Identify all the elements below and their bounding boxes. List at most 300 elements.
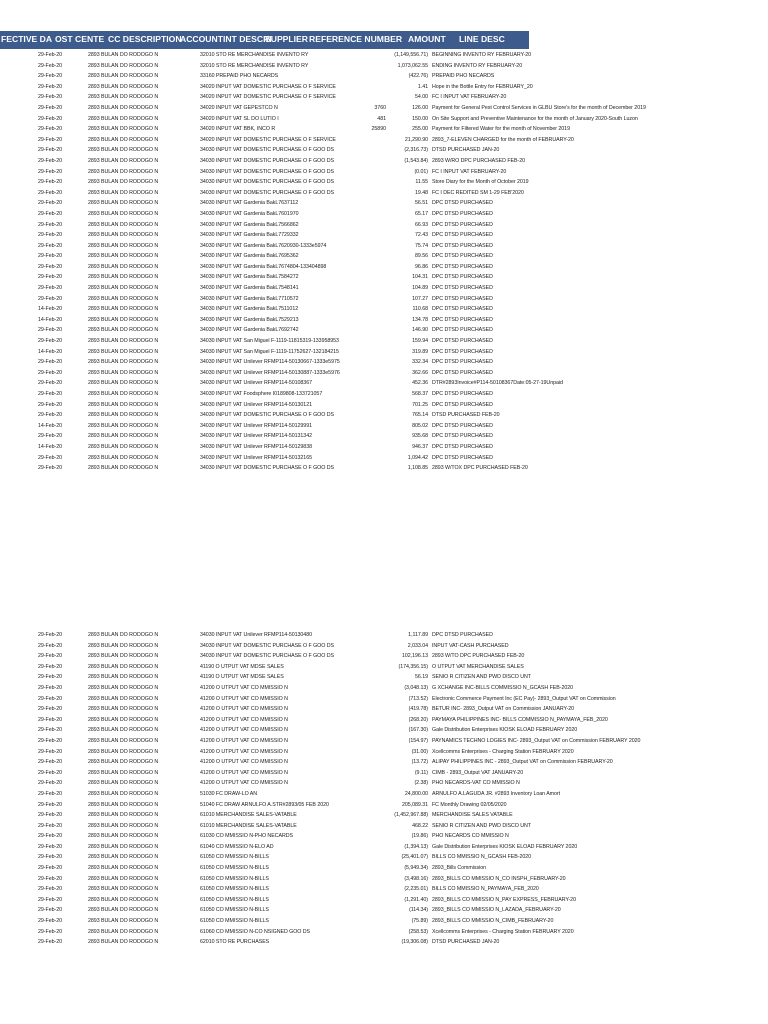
- account-description: 41190 O UTPUT VAT MDSE SALES: [200, 674, 284, 681]
- account-description: 41200 O UTPUT VAT CO MMISSIO N: [200, 780, 288, 787]
- table-row: [0, 916, 768, 927]
- line-description: DPC DTSD PURCHASED: [432, 295, 493, 302]
- account-description: 34030 INPUT VAT Unilever RFMP114-50132165: [200, 454, 312, 461]
- header-amount: AMOUNT: [408, 34, 446, 44]
- line-description: DPC DTSD PURCHASED: [432, 443, 493, 450]
- reference-number: 481: [377, 115, 386, 122]
- cost-center: 2893 BULAN DO RODOGO N: [88, 727, 159, 734]
- entry-date: 29-Feb-20: [38, 737, 62, 744]
- table-row: [0, 410, 768, 421]
- entry-date: 29-Feb-20: [38, 433, 62, 440]
- amount: 1,094.42: [407, 454, 428, 461]
- entry-date: 29-Feb-20: [38, 253, 62, 260]
- table-row: [0, 262, 768, 273]
- account-description: 41200 O UTPUT VAT CO MMISSIO N: [200, 769, 288, 776]
- amount: 110.68: [412, 306, 428, 313]
- table-row: [0, 167, 768, 178]
- table-row: [0, 82, 768, 93]
- cost-center: 2893 BULAN DO RODOGO N: [88, 391, 159, 397]
- line-description: DPC DTSD PURCHASED: [432, 454, 493, 461]
- table-row: [0, 704, 768, 715]
- account-description: 34030 INPUT VAT Gardenia BakL7529213: [200, 316, 299, 323]
- entry-date: 29-Feb-20: [38, 896, 62, 903]
- table-row: [0, 725, 768, 736]
- entry-date: 29-Feb-20: [38, 843, 62, 850]
- table-row: [0, 768, 768, 779]
- entry-date: 29-Feb-20: [38, 465, 62, 472]
- account-description: 34020 INPUT VAT SL DO LUTIO I: [200, 115, 279, 122]
- amount: (268.20): [408, 716, 428, 723]
- account-description: 34030 INPUT VAT Gardenia BakL7511012: [200, 306, 299, 313]
- reference-number: 25890: [371, 126, 386, 133]
- cost-center: 2893 BULAN DO RODOGO N: [88, 822, 159, 829]
- account-description: 61050 CO MMISSIO N-BILLS: [200, 886, 269, 893]
- amount: (1,394.13): [404, 843, 428, 850]
- line-description: FC I DEC REDITED SM 1-29 FEB'2020: [432, 189, 524, 196]
- account-description: 34020 INPUT VAT DOMESTIC PURCHASE O F SERVICE: [200, 94, 336, 101]
- line-description: 2893 W/TO DPC PURCHASED FEB-20: [432, 653, 525, 660]
- entry-date: 29-Feb-20: [38, 136, 62, 143]
- entry-date: 29-Feb-20: [38, 812, 62, 819]
- amount: 946.37: [412, 443, 428, 450]
- cost-center: 2893 BULAN DO RODOGO N: [88, 52, 159, 58]
- line-description: DPC DTSD PURCHASED: [432, 221, 493, 228]
- amount: 1,117.89: [408, 632, 428, 638]
- table-row: [0, 672, 768, 683]
- account-description: 34030 INPUT VAT San Miguel F-1119-11752627-132184215: [200, 348, 339, 355]
- cost-center: 2893 BULAN DO RODOGO N: [88, 886, 159, 893]
- amount: 2,033.04: [407, 642, 428, 649]
- amount: (3,048.13): [404, 684, 428, 691]
- amount: (114.34): [409, 907, 428, 914]
- table-row: [0, 230, 768, 241]
- amount: 126.00: [412, 104, 428, 111]
- amount: 102,196.13: [401, 653, 428, 660]
- entry-date: 14-Feb-20: [38, 316, 62, 323]
- amount: 75.74: [414, 242, 428, 249]
- cost-center: 2893 BULAN DO RODOGO N: [88, 73, 159, 80]
- amount: (1,543.84): [404, 157, 428, 164]
- entry-date: 29-Feb-20: [38, 189, 62, 196]
- cost-center: 2893 BULAN DO RODOGO N: [88, 380, 159, 387]
- amount: 362.66: [412, 369, 428, 376]
- cost-center: 2893 BULAN DO RODOGO N: [88, 62, 159, 69]
- table-row: [0, 715, 768, 726]
- account-description: 34030 INPUT VAT Unilever RFMP114-50131342: [200, 433, 312, 440]
- cost-center: 2893 BULAN DO RODOGO N: [88, 896, 159, 903]
- header-account-description: ACCOUNTINT DESCRI: [180, 34, 272, 44]
- entry-date: 29-Feb-20: [38, 274, 62, 281]
- entry-date: 29-Feb-20: [38, 179, 62, 186]
- table-row: [0, 103, 768, 114]
- account-description: 34030 INPUT VAT Unilever RFMP114-50130667-1333e5975: [200, 359, 340, 366]
- line-description: O UTPUT VAT MERCHANDISE SALES: [432, 663, 524, 670]
- account-description: 61050 CO MMISSIO N-BILLS: [200, 896, 269, 903]
- amount: (5,949.34): [404, 865, 428, 872]
- account-description: 34030 INPUT VAT DOMESTIC PURCHASE O F GOO DS: [200, 179, 334, 186]
- cost-center: 2893 BULAN DO RODOGO N: [88, 147, 159, 154]
- account-description: 34030 INPUT VAT Unilever RFMP114-50130480: [200, 632, 312, 638]
- line-description: BETUR INC- 2893_Output VAT on Commission JANUARY-20: [432, 706, 574, 713]
- amount: 568.37: [412, 391, 428, 397]
- amount: (713.52): [408, 695, 428, 702]
- account-description: 61010 MERCHANDISE SALES-VATABLE: [200, 822, 297, 829]
- table-row: [0, 662, 768, 673]
- cost-center: 2893 BULAN DO RODOGO N: [88, 274, 159, 281]
- line-description: 2893_BILLS CO MMISSIO N_LAZADA_FEBRUARY-20: [432, 907, 561, 914]
- entry-date: 29-Feb-20: [38, 94, 62, 101]
- cost-center: 2893 BULAN DO RODOGO N: [88, 674, 159, 681]
- account-description: 61050 CO MMISSIO N-BILLS: [200, 875, 269, 882]
- entry-date: 29-Feb-20: [38, 769, 62, 776]
- entry-date: 29-Feb-20: [38, 83, 62, 90]
- account-description: 32010 STO RE MERCHANDISE INVENTO RY: [200, 52, 309, 58]
- line-description: PREPAID PHO NECARDS: [432, 73, 495, 80]
- line-description: Store Diary for the Month of October 2019: [432, 179, 529, 186]
- table-row: [0, 114, 768, 125]
- line-description: DPC DTSD PURCHASED: [432, 338, 493, 345]
- account-description: 34030 INPUT VAT Gardenia BakL7692742: [200, 327, 299, 334]
- account-description: 34030 INPUT VAT Unilever RFMP114-50108367: [200, 380, 312, 387]
- amount: 452.36: [412, 380, 428, 387]
- table-row: [0, 453, 768, 464]
- account-description: 34030 INPUT VAT Gardenia BakL7548141: [200, 285, 299, 292]
- cost-center: 2893 BULAN DO RODOGO N: [88, 642, 159, 649]
- table-row: [0, 736, 768, 747]
- account-description: 34030 INPUT VAT DOMESTIC PURCHASE O F GOO DS: [200, 147, 334, 154]
- entry-date: 29-Feb-20: [38, 759, 62, 766]
- table-row: [0, 842, 768, 853]
- amount: (75.89): [411, 918, 428, 925]
- amount: 1,108.85: [407, 465, 428, 472]
- line-description: 2893 W/RO DPC PURCHASED FEB-20: [432, 157, 525, 164]
- amount: (3,498.16): [404, 875, 428, 882]
- line-description: G XCHANGE INC-BILLS COMMISSIO N_GCASH FEB-2020: [432, 684, 574, 691]
- table-header: [0, 31, 529, 49]
- entry-date: 29-Feb-20: [38, 653, 62, 660]
- cost-center: 2893 BULAN DO RODOGO N: [88, 632, 159, 638]
- ledger-section-2: [0, 630, 768, 948]
- cost-center: 2893 BULAN DO RODOGO N: [88, 422, 159, 429]
- cost-center: 2893 BULAN DO RODOGO N: [88, 928, 159, 935]
- header-effective-date: FECTIVE DA: [1, 34, 53, 44]
- table-row: [0, 683, 768, 694]
- account-description: 34030 INPUT VAT Unilever RFMP114-50130887-1333e5976: [200, 369, 340, 376]
- account-description: 61040 CO MMISSIO N-ELO AD: [200, 843, 274, 850]
- amount: 1.41: [417, 83, 428, 90]
- line-description: DPC DTSD PURCHASED: [432, 316, 493, 323]
- line-description: 2893 W/TOX DPC PURCHASED FEB-20: [432, 465, 528, 472]
- amount: (2,235.01): [404, 886, 428, 893]
- amount: 468.22: [412, 822, 428, 829]
- amount: (0.01): [414, 168, 428, 175]
- line-description: PAYMAYA PHILIPPINES INC- BILLS COMMISSIO N_PAYMAYA_FEB_2020: [432, 716, 608, 723]
- cost-center: 2893 BULAN DO RODOGO N: [88, 854, 159, 861]
- cost-center: 2893 BULAN DO RODOGO N: [88, 684, 159, 691]
- line-description: DPC DTSD PURCHASED: [432, 210, 493, 217]
- entry-date: 29-Feb-20: [38, 285, 62, 292]
- cost-center: 2893 BULAN DO RODOGO N: [88, 737, 159, 744]
- amount: 134.78: [412, 316, 428, 323]
- line-description: 2893_BILLS CO MMISSIO N_CO INSPH_FEBRUARY-20: [432, 875, 566, 882]
- table-row: [0, 927, 768, 938]
- line-description: Gale Distribution Enterprises KIOSK ELOAD FEBRUARY 2020: [432, 727, 578, 734]
- entry-date: 29-Feb-20: [38, 663, 62, 670]
- entry-date: 29-Feb-20: [38, 221, 62, 228]
- cost-center: 2893 BULAN DO RODOGO N: [88, 210, 159, 217]
- amount: 72.43: [414, 232, 428, 239]
- table-row: [0, 357, 768, 368]
- account-description: 34030 INPUT VAT DOMESTIC PURCHASE O F GOO DS: [200, 189, 334, 196]
- account-description: 34020 INPUT VAT DOMESTIC PURCHASE O F SERVICE: [200, 136, 336, 143]
- account-description: 34030 INPUT VAT DOMESTIC PURCHASE O F GOO DS: [200, 412, 334, 419]
- cost-center: 2893 BULAN DO RODOGO N: [88, 812, 159, 819]
- line-description: DPC DTSD PURCHASED: [432, 369, 493, 376]
- account-description: 41200 O UTPUT VAT CO MMISSIO N: [200, 727, 288, 734]
- entry-date: 29-Feb-20: [38, 232, 62, 239]
- table-row: [0, 895, 768, 906]
- amount: 150.00: [412, 115, 428, 122]
- entry-date: 29-Feb-20: [38, 115, 62, 122]
- table-row: [0, 145, 768, 156]
- entry-date: 29-Feb-20: [38, 716, 62, 723]
- table-row: [0, 71, 768, 82]
- cost-center: 2893 BULAN DO RODOGO N: [88, 918, 159, 925]
- cost-center: 2893 BULAN DO RODOGO N: [88, 263, 159, 270]
- entry-date: 29-Feb-20: [38, 242, 62, 249]
- account-description: 62010 STO RE PURCHASES: [200, 939, 270, 946]
- table-row: [0, 124, 768, 135]
- line-description: MERCHANDISE SALES VATABLE: [432, 812, 513, 819]
- line-description: DPC DTSD PURCHASED: [432, 274, 493, 281]
- cost-center: 2893 BULAN DO RODOGO N: [88, 157, 159, 164]
- amount: (154.97): [408, 737, 428, 744]
- account-description: 34030 INPUT VAT Gardenia BakL7584272: [200, 274, 299, 281]
- line-description: CIMB - 2893_Output VAT JANUARY-20: [432, 769, 524, 776]
- entry-date: 29-Feb-20: [38, 401, 62, 408]
- account-description: 41200 O UTPUT VAT CO MMISSIO N: [200, 706, 288, 713]
- cost-center: 2893 BULAN DO RODOGO N: [88, 412, 159, 419]
- account-description: 34030 INPUT VAT DOMESTIC PURCHASE O F GOO DS: [200, 157, 334, 164]
- cost-center: 2893 BULAN DO RODOGO N: [88, 433, 159, 440]
- cost-center: 2893 BULAN DO RODOGO N: [88, 242, 159, 249]
- entry-date: 29-Feb-20: [38, 295, 62, 302]
- table-row: [0, 198, 768, 209]
- line-description: DPC DTSD PURCHASED: [432, 232, 493, 239]
- table-row: [0, 831, 768, 842]
- account-description: 34020 INPUT VAT BBK, INCO R: [200, 126, 276, 133]
- table-row: [0, 325, 768, 336]
- entry-date: 29-Feb-20: [38, 918, 62, 925]
- cost-center: 2893 BULAN DO RODOGO N: [88, 759, 159, 766]
- cost-center: 2893 BULAN DO RODOGO N: [88, 706, 159, 713]
- entry-date: 29-Feb-20: [38, 695, 62, 702]
- entry-date: 29-Feb-20: [38, 369, 62, 376]
- account-description: 34030 INPUT VAT Gardenia BakL7620930-1333e5974: [200, 242, 327, 249]
- cost-center: 2893 BULAN DO RODOGO N: [88, 653, 159, 660]
- table-row: [0, 694, 768, 705]
- amount: 1,073,062.55: [397, 62, 428, 69]
- cost-center: 2893 BULAN DO RODOGO N: [88, 780, 159, 787]
- table-row: [0, 651, 768, 662]
- entry-date: 14-Feb-20: [38, 422, 62, 429]
- cost-center: 2893 BULAN DO RODOGO N: [88, 179, 159, 186]
- line-description: DTSD PURCHASED JAN-20: [432, 939, 500, 946]
- amount: 56.19: [414, 674, 428, 681]
- line-description: DPC DTSD PURCHASED: [432, 253, 493, 260]
- cost-center: 2893 BULAN DO RODOGO N: [88, 200, 159, 207]
- entry-date: 29-Feb-20: [38, 52, 62, 58]
- amount: 205,089.31: [401, 801, 428, 808]
- table-row: [0, 821, 768, 832]
- entry-date: 29-Feb-20: [38, 684, 62, 691]
- amount: 319.89: [412, 348, 428, 355]
- amount: (31.00): [411, 748, 428, 755]
- amount: (174,356.15): [398, 663, 428, 670]
- table-row: [0, 757, 768, 768]
- amount: 89.56: [414, 253, 428, 260]
- entry-date: 29-Feb-20: [38, 200, 62, 207]
- cost-center: 2893 BULAN DO RODOGO N: [88, 104, 159, 111]
- amount: (19,306.08): [401, 939, 428, 946]
- cost-center: 2893 BULAN DO RODOGO N: [88, 833, 159, 840]
- reference-number: 3760: [374, 104, 386, 111]
- account-description: 34030 INPUT VAT DOMESTIC PURCHASE O F GOO DS: [200, 168, 334, 175]
- cost-center: 2893 BULAN DO RODOGO N: [88, 253, 159, 260]
- table-row: [0, 209, 768, 220]
- table-row: [0, 630, 768, 641]
- line-description: Electronic Commerce Payment Inc (EC Pay)- 2893_Output VAT on Commission: [432, 695, 616, 702]
- line-description: DPC DTSD PURCHASED: [432, 348, 493, 355]
- entry-date: 29-Feb-20: [38, 391, 62, 397]
- line-description: Payment for General Pest Control Services in GLBU Store's for the month of December 2019: [432, 104, 646, 111]
- account-description: 34030 INPUT VAT DOMESTIC PURCHASE O F GOO DS: [200, 465, 334, 472]
- amount: (25,401.07): [401, 854, 428, 861]
- table-row: [0, 778, 768, 789]
- amount: 54.00: [414, 94, 428, 101]
- account-description: 34030 INPUT VAT Unilever RFMP114-50129991: [200, 422, 312, 429]
- amount: 107.27: [412, 295, 428, 302]
- line-description: DPC DTSD PURCHASED: [432, 359, 493, 366]
- ledger-section-1: [0, 50, 768, 474]
- amount: (1,291.40): [404, 896, 428, 903]
- table-row: [0, 389, 768, 400]
- line-description: ARNULFO A.LAGUDA JR. #2893 Inventory Loan Amort: [432, 790, 561, 797]
- line-description: BILLS CO MMISSIO N_GCASH FEB-2020: [432, 854, 532, 861]
- cost-center: 2893 BULAN DO RODOGO N: [88, 359, 159, 366]
- line-description: ENDING INVENTO RY FEBRUARY-20: [432, 62, 523, 69]
- account-description: 51030 FC DRAW-LO AN: [200, 790, 258, 797]
- account-description: 61050 CO MMISSIO N-BILLS: [200, 907, 269, 914]
- entry-date: 29-Feb-20: [38, 674, 62, 681]
- amount: 104.31: [412, 274, 428, 281]
- cost-center: 2893 BULAN DO RODOGO N: [88, 126, 159, 133]
- line-description: 2893_7-ELEVEN CHARGED for the month of FEBRUARY-20: [432, 136, 574, 143]
- amount: 24,800.00: [404, 790, 428, 797]
- account-description: 34030 INPUT VAT Gardenia BakL7695362: [200, 253, 299, 260]
- account-description: 34030 INPUT VAT Foodsphere I0189808-133721057: [200, 391, 323, 397]
- table-row: [0, 905, 768, 916]
- line-description: FC I INPUT VAT FEBRUARY-20: [432, 94, 507, 101]
- account-description: 61060 CO MMISSIO N-CO NSIGNED GOO DS: [200, 928, 311, 935]
- account-description: 41200 O UTPUT VAT CO MMISSIO N: [200, 684, 288, 691]
- table-row: [0, 283, 768, 294]
- account-description: 34030 INPUT VAT Unilever RFMP114-50130121: [200, 401, 312, 408]
- line-description: Xcellcomms Enterprises - Charging Station FEBRUARY 2020: [432, 928, 574, 935]
- line-description: Hope in the Bottle Entry for FEBRUARY_20: [432, 83, 533, 90]
- amount: (258.53): [408, 928, 428, 935]
- entry-date: 29-Feb-20: [38, 157, 62, 164]
- table-row: [0, 852, 768, 863]
- account-description: 34030 INPUT VAT Unilever RFMP114-50129838: [200, 443, 312, 450]
- line-description: BILLS CO MMISSIO N_PAYMAYA_FEB_2020: [432, 886, 539, 893]
- line-description: ALIPAY PHILIPPINES INC - 2893_Output VAT on Commission FEBRUARY-20: [432, 759, 613, 766]
- entry-date: 29-Feb-20: [38, 338, 62, 345]
- table-row: [0, 421, 768, 432]
- line-description: Xcellcomms Enterprises - Charging Station FEBRUARY 2020: [432, 748, 574, 755]
- table-row: [0, 641, 768, 652]
- table-row: [0, 463, 768, 474]
- line-description: DTR#2893Invoice#P114-50108367Date:05-27-19Unpaid: [432, 380, 563, 387]
- entry-date: 29-Feb-20: [38, 359, 62, 366]
- account-description: 61050 CO MMISSIO N-BILLS: [200, 865, 269, 872]
- account-description: 34020 INPUT VAT GEPESTCO N: [200, 104, 278, 111]
- table-row: [0, 220, 768, 231]
- cost-center: 2893 BULAN DO RODOGO N: [88, 443, 159, 450]
- account-description: 34020 INPUT VAT DOMESTIC PURCHASE O F SERVICE: [200, 83, 336, 90]
- entry-date: 29-Feb-20: [38, 327, 62, 334]
- cost-center: 2893 BULAN DO RODOGO N: [88, 316, 159, 323]
- amount: (1,149,556.71): [394, 52, 428, 58]
- line-description: Payment for Filtered Water for the month of November 2019: [432, 126, 570, 133]
- amount: (2,316.73): [404, 147, 428, 154]
- entry-date: 29-Feb-20: [38, 73, 62, 80]
- account-description: 34030 INPUT VAT Gardenia BakL7710572: [200, 295, 299, 302]
- table-row: [0, 135, 768, 146]
- amount: (422.76): [408, 73, 428, 80]
- cost-center: 2893 BULAN DO RODOGO N: [88, 454, 159, 461]
- cost-center: 2893 BULAN DO RODOGO N: [88, 875, 159, 882]
- entry-date: 29-Feb-20: [38, 454, 62, 461]
- cost-center: 2893 BULAN DO RODOGO N: [88, 748, 159, 755]
- table-row: [0, 884, 768, 895]
- line-description: DPC DTSD PURCHASED: [432, 200, 493, 207]
- account-description: 32010 STO RE MERCHANDISE INVENTO RY: [200, 62, 309, 69]
- account-description: 34030 INPUT VAT DOMESTIC PURCHASE O F GOO DS: [200, 642, 334, 649]
- line-description: PHO NECARDS CO MMISSIO N: [432, 833, 509, 840]
- amount: 11.55: [415, 179, 428, 186]
- cost-center: 2893 BULAN DO RODOGO N: [88, 285, 159, 292]
- cost-center: 2893 BULAN DO RODOGO N: [88, 801, 159, 808]
- amount: (9.11): [414, 769, 428, 776]
- cost-center: 2893 BULAN DO RODOGO N: [88, 232, 159, 239]
- account-description: 34030 INPUT VAT Gardenia BakL7674804-133404898: [200, 263, 327, 270]
- table-row: [0, 50, 768, 61]
- table-row: [0, 315, 768, 326]
- table-row: [0, 431, 768, 442]
- cost-center: 2893 BULAN DO RODOGO N: [88, 306, 159, 313]
- amount: (1,452,967.88): [394, 812, 428, 819]
- account-description: 41200 O UTPUT VAT CO MMISSIO N: [200, 716, 288, 723]
- entry-date: 29-Feb-20: [38, 642, 62, 649]
- table-row: [0, 241, 768, 252]
- cost-center: 2893 BULAN DO RODOGO N: [88, 769, 159, 776]
- cost-center: 2893 BULAN DO RODOGO N: [88, 348, 159, 355]
- line-description: DTSD PURCHASED JAN-20: [432, 147, 500, 154]
- entry-date: 14-Feb-20: [38, 348, 62, 355]
- amount: 19.48: [414, 189, 428, 196]
- cost-center: 2893 BULAN DO RODOGO N: [88, 663, 159, 670]
